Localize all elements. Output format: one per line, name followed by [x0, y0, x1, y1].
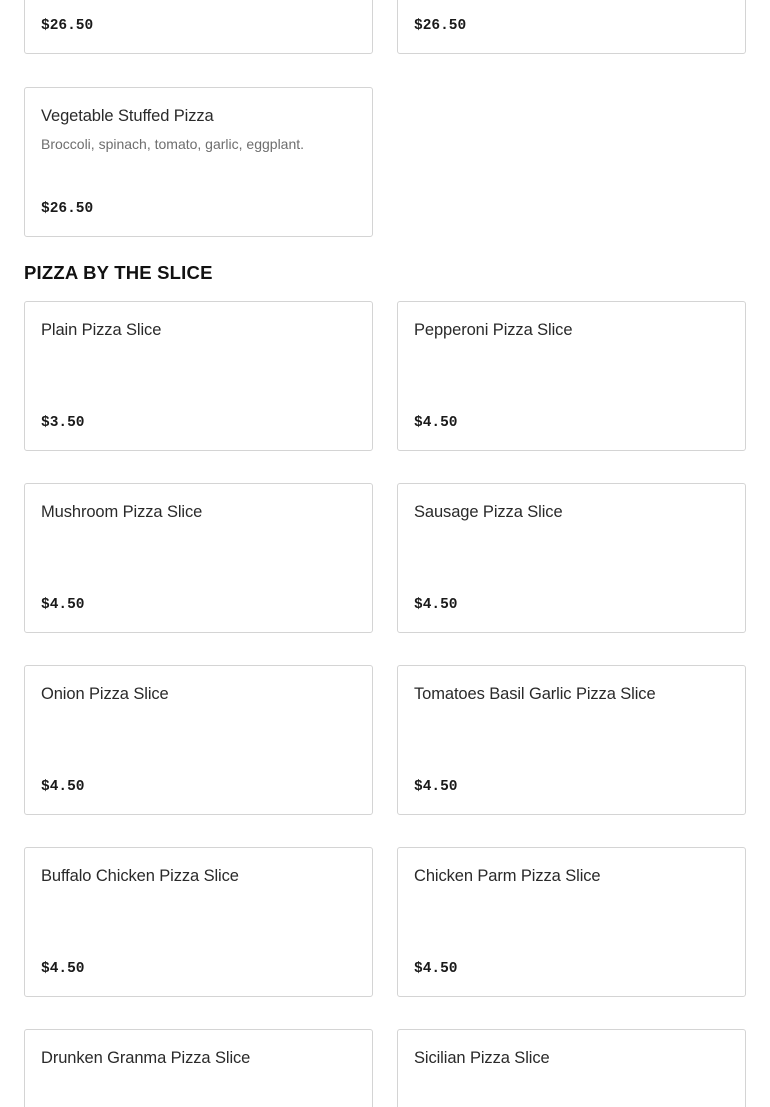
item-name: Sausage Pizza Slice: [414, 503, 563, 521]
item-name: Onion Pizza Slice: [41, 685, 169, 703]
item-price: $4.50: [414, 597, 458, 613]
section-heading: PIZZA BY THE SLICE: [24, 262, 213, 283]
item-price: $3.50: [41, 415, 85, 431]
item-price: $4.50: [414, 961, 458, 977]
item-price: $4.50: [41, 961, 85, 977]
menu-item-card[interactable]: [397, 301, 746, 451]
item-name: Pepperoni Pizza Slice: [414, 321, 573, 339]
item-price: $4.50: [41, 597, 85, 613]
item-name: Sicilian Pizza Slice: [414, 1049, 550, 1067]
menu-item-card[interactable]: [24, 483, 373, 633]
item-name: Chicken Parm Pizza Slice: [414, 867, 601, 885]
menu-item-card[interactable]: [24, 847, 373, 997]
item-price: $4.50: [41, 779, 85, 795]
menu-item-card[interactable]: [24, 87, 373, 237]
menu-item-card[interactable]: [24, 665, 373, 815]
item-name: Vegetable Stuffed Pizza: [41, 107, 214, 125]
item-name: Mushroom Pizza Slice: [41, 503, 203, 521]
menu-item-card[interactable]: [24, 301, 373, 451]
item-name: Buffalo Chicken Pizza Slice: [41, 867, 239, 885]
item-name: Drunken Granma Pizza Slice: [41, 1049, 251, 1067]
menu-item-card[interactable]: [24, 1029, 373, 1107]
menu-item-card[interactable]: [397, 0, 746, 54]
menu-item-card[interactable]: [397, 483, 746, 633]
menu-item-card[interactable]: [397, 1029, 746, 1107]
item-price: $26.50: [414, 18, 467, 34]
item-price: $4.50: [414, 415, 458, 431]
menu-item-card[interactable]: [24, 0, 373, 54]
item-name: Plain Pizza Slice: [41, 321, 162, 339]
menu-item-card[interactable]: [397, 665, 746, 815]
item-price: $4.50: [414, 779, 458, 795]
item-price: $26.50: [41, 201, 94, 217]
menu-item-card[interactable]: [397, 847, 746, 997]
item-price: $26.50: [41, 18, 94, 34]
item-name: Tomatoes Basil Garlic Pizza Slice: [414, 685, 656, 703]
item-description: Broccoli, spinach, tomato, garlic, eggplant.: [41, 136, 305, 152]
